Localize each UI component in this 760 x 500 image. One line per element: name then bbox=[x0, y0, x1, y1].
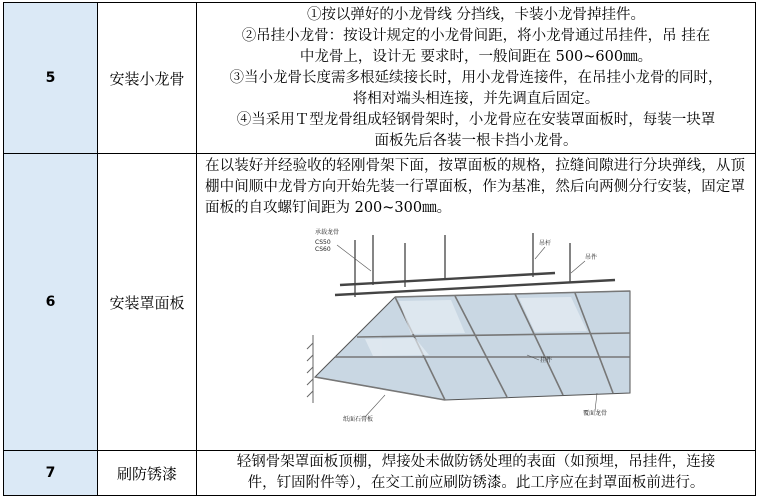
description-line: 件，钉固附件等），在交工前应刷防锈漆。此工序应在封罩面板前进行。 bbox=[247, 475, 705, 491]
description-line: 轻钢骨架罩面板顶棚，焊接处未做防锈处理的表面（如预埋，吊挂件，连接 bbox=[236, 454, 716, 470]
description-text: 在以装好并经验收的轻刚骨架下面，按罩面板的规格，拉缝间隙进行分块弹线，从顶棚中间顺中龙骨方向开始先装一行罩面板，作为基准，然后向两侧分行安装，固定罩面板的自攻螺钉间距为 200~300㎜。 bbox=[205, 158, 745, 216]
description-line: ①按以弹好的小龙骨线 分挡线，卡装小龙骨掉挂件。 bbox=[306, 6, 646, 23]
step-number: 5 bbox=[4, 3, 98, 154]
step-number: 7 bbox=[4, 451, 98, 496]
label-board: 纸面石膏板 bbox=[343, 416, 374, 423]
step-number: 6 bbox=[4, 154, 98, 451]
step-name: 刷防锈漆 bbox=[98, 451, 197, 496]
description-line: ②吊挂小龙骨：按设计规定的小龙骨间距，将小龙骨通过吊挂件，吊 挂在 bbox=[241, 27, 711, 44]
label-cs60: CS60 bbox=[315, 246, 331, 253]
step-description bbox=[197, 451, 756, 496]
step-description bbox=[197, 3, 756, 154]
ceiling-diagram bbox=[295, 225, 635, 440]
label-cover-keel: 覆面龙骨 bbox=[583, 410, 608, 417]
description-line: 将相对端头相连接，并先调直后固定。 bbox=[352, 90, 600, 107]
description-line: 面板先后各装一根卡挡小龙骨。 bbox=[374, 132, 578, 149]
step-description bbox=[197, 154, 756, 451]
construction-steps-table bbox=[3, 2, 756, 496]
step-name: 安装罩面板 bbox=[98, 154, 197, 451]
description-line: ③当小龙骨长度需多根延续接长时，用小龙骨连接件，在吊挂小龙骨的同时， bbox=[229, 69, 723, 86]
step-name: 安装小龙骨 bbox=[98, 3, 197, 154]
label-cs50: CS50 bbox=[315, 239, 331, 246]
table-row bbox=[4, 3, 756, 154]
table-row bbox=[4, 154, 756, 451]
label-main-keel: 承载龙骨 bbox=[315, 229, 340, 236]
label-hanger-piece: 吊件 bbox=[585, 254, 598, 261]
description-line: 中龙骨上，设计无 要求时，一般间距在 500~600㎜。 bbox=[299, 48, 653, 65]
label-hanger-rod: 吊杆 bbox=[539, 240, 552, 247]
label-connector: 挂件 bbox=[540, 357, 553, 364]
description-line: ④当采用Ｔ型龙骨组成轻钢骨架时，小龙骨应在安装罩面板时，每装一块罩 bbox=[236, 111, 716, 128]
table-row bbox=[4, 451, 756, 496]
